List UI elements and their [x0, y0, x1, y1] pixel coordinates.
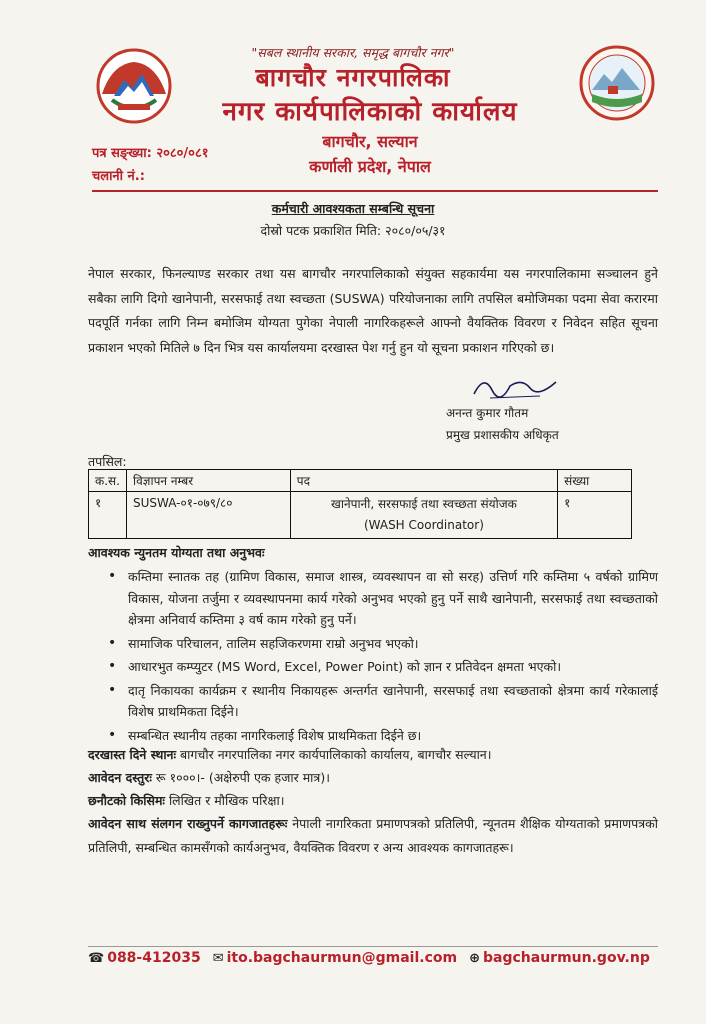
required-documents-label: आवेदन साथ संलगन राख्नुपर्ने कागजातहरूः: [88, 816, 288, 831]
phone-number: 088-412035: [107, 950, 201, 966]
table-row: [89, 492, 632, 539]
reference-number: पत्र सङ्ख्या: २०८०/०८१: [92, 146, 209, 161]
requirement-item: • कम्तिमा स्नातक तह (ग्रामिण विकास, समाज शास्त्र, व्यवस्थापन वा सो सरह) उत्तिर्ण गरि कम्तिमा ५ वर्षको ग्रामिण विकास, योजना तर्जुमा र व्यवस्थापनमा कार्य गरेको अनुभव भएको हुनु पर्ने साथै खानेपानी, सरसफाई तथा स्वच्छताको क्षेत्रमा अनिवार्य कम्तिमा ३ वर्ष काम गरेको हुनु पर्ने।: [108, 566, 658, 631]
email-icon: ✉: [212, 951, 224, 966]
table-header-row: [89, 470, 632, 492]
header-divider: [92, 190, 658, 192]
post-name: खानेपानी, सरसफाई तथा स्वच्छता संयोजक: [331, 497, 517, 511]
required-documents-value: नेपाली नागरिकता प्रमाणपत्रको प्रतिलिपी, न्यूनतम शैक्षिक योग्यताको प्रमाणपत्रको प्रतिलिपी, सम्बन्धित कामसँगको कार्यअनुभव, वैयक्तिक विवरण र अन्य आवश्यक कागजातहरू।: [88, 816, 658, 855]
application-place: [88, 744, 658, 766]
publish-date: दोस्रो पटक प्रकाशित मिति: २०८०/०५/३१: [260, 223, 446, 238]
selection-method-label: छनौटको किसिमः: [88, 793, 165, 808]
details-label: तपसिल:: [88, 454, 127, 469]
signatory-designation: प्रमुख प्रशासकीय अधिकृत: [446, 428, 559, 442]
globe-icon: ⊕: [469, 951, 481, 966]
email-address: ito.bagchaurmun@gmail.com: [226, 950, 458, 966]
application-place-value: बागचौर नगरपालिका नगर कार्यपालिकाको कार्यालय, बागचौर सल्यान।: [180, 747, 492, 762]
post-name-english: (WASH Coordinator): [363, 518, 484, 532]
phone-icon: ☎: [88, 951, 105, 966]
count-cell: १: [558, 492, 632, 539]
notice-intro: नेपाल सरकार, फिनल्याण्ड सरकार तथा यस बागचौर नगरपालिकाको संयुक्त सहकार्यमा यस नगरपालिकामा सञ्चालन हुने सबैका लागि दिगो खानेपानी, सरसफाई तथा स्वच्छता (SUSWA) परियोजनाका लागि तपसिल बमोजिमका पदमा सेवा करारमा पदपूर्ति गर्नका लागि निम्न बमोजिम योग्यता पुगेका नेपाली नागरिकहरूले आफ्नो वैयक्तिक विवरण र निवेदन सहित सूचना प्रकाशन भएको मितिले ७ दिन भित्र यस कार्यालयमा दरखास्त पेश गर्नु हुन यो सूचना प्रकाशन गरिएको छ।: [88, 266, 658, 355]
column-header: संख्या: [558, 470, 632, 492]
requirements-list: [108, 566, 658, 748]
application-fee-label: आवेदन दस्तुरः: [88, 770, 152, 785]
signature-scribble: [470, 372, 560, 402]
requirement-item: • सम्बन्धित स्थानीय तहका नागरिकलाई विशेष प्राथमिकता दिईने छ।: [108, 725, 658, 747]
column-header: पद: [290, 470, 557, 492]
vacancy-table: [88, 469, 632, 539]
application-fee: [88, 767, 658, 789]
website-contact[interactable]: [469, 950, 650, 966]
requirements-heading: आवश्यक न्युनतम योग्यता तथा अनुभवः: [88, 545, 265, 560]
office-province: कर्णाली प्रदेश, नेपाल: [309, 157, 431, 176]
application-fee-value: रू १०००।- (अक्षेरुपी एक हजार मात्र)।: [155, 770, 330, 785]
municipality-name: बागचौर नगरपालिका: [255, 63, 451, 92]
post-cell: [290, 492, 557, 539]
footer-divider: [88, 946, 658, 947]
serial-number-cell: १: [89, 492, 127, 539]
selection-method-value: लिखित र मौखिक परिक्षा।: [168, 793, 285, 808]
notice-title: कर्मचारी आवश्यकता सम्बन्धि सूचना: [271, 201, 435, 216]
requirement-item: • दातृ निकायका कार्यक्रम र स्थानीय निकायहरू अन्तर्गत खानेपानी, सरसफाई तथा स्वच्छताको क्षेत्रमा कार्य गरेकालाई विशेष प्राथमिकता दिईने।: [108, 680, 658, 723]
column-header: विज्ञापन नम्बर: [126, 470, 290, 492]
signatory-name: अनन्त कुमार गौतम: [446, 406, 529, 420]
dispatch-number: चलानी नं.:: [92, 169, 145, 184]
office-name: नगर कार्यपालिकाको कार्यालय: [222, 97, 518, 127]
website-url: bagchaurmun.gov.np: [483, 950, 650, 966]
selection-method: [88, 790, 658, 812]
column-header: क.स.: [89, 470, 127, 492]
requirement-item: • सामाजिक परिचालन, तालिम सहजिकरणमा राम्रो अनुभव भएको।: [108, 633, 658, 655]
email-contact[interactable]: [213, 950, 457, 966]
phone-contact[interactable]: [88, 950, 201, 966]
contact-footer: [88, 950, 668, 966]
municipality-motto: "सबल स्थानीय सरकार, समृद्ध बागचौर नगर": [251, 45, 455, 60]
requirement-item: • आधारभुत कम्प्युटर (MS Word, Excel, Power Point) को ज्ञान र प्रतिवेदन क्षमता भएको।: [108, 656, 658, 678]
required-documents: [88, 812, 658, 860]
office-address: बागचौर, सल्यान: [322, 132, 418, 151]
advertisement-number-cell: SUSWA-०१-०७९/८०: [126, 492, 290, 539]
application-place-label: दरखास्त दिने स्थानः: [88, 747, 177, 762]
